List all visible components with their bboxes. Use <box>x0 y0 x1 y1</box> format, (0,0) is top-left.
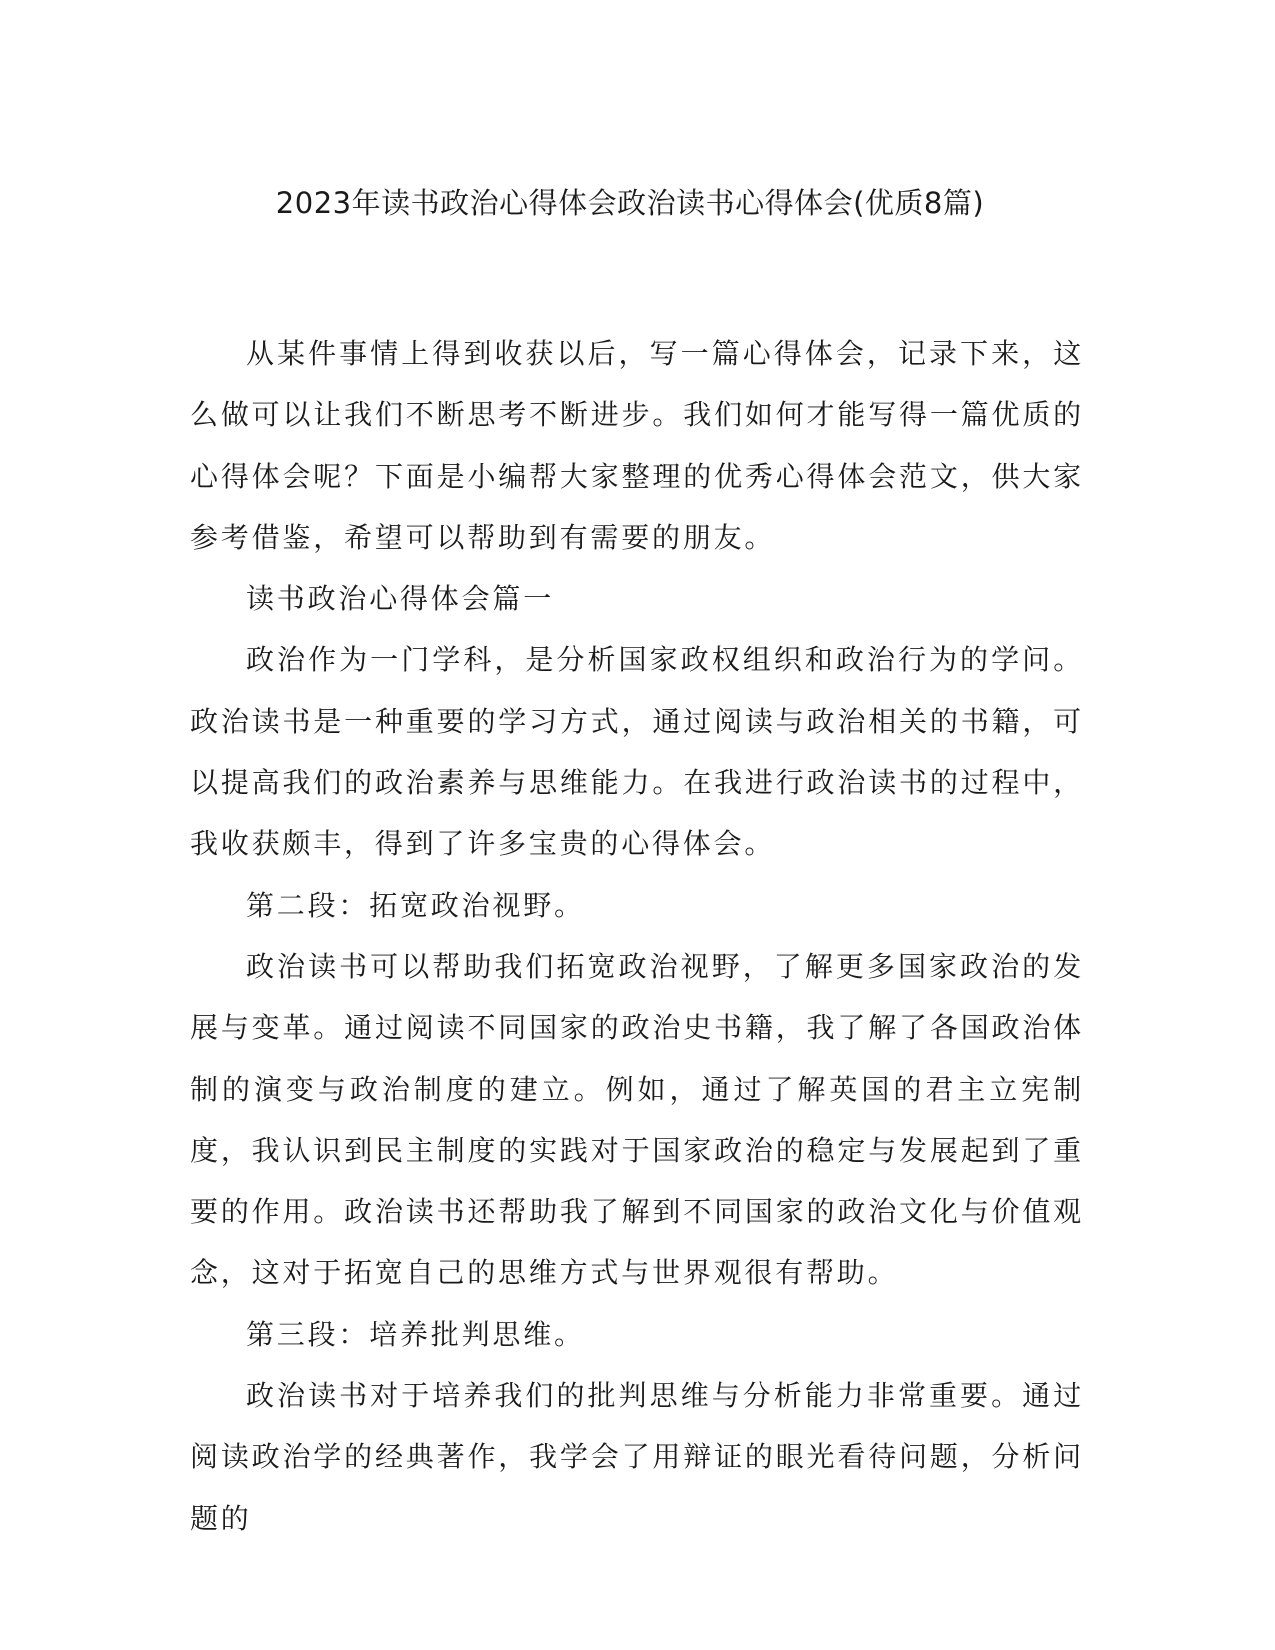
paragraph-intro: 从某件事情上得到收获以后，写一篇心得体会，记录下来，这么做可以让我们不断思考不断进步。我们如何才能写得一篇优质的心得体会呢？下面是小编帮大家整理的优秀心得体会范文，供大家参考借鉴，希望可以帮助到有需要的朋友。 <box>190 337 1084 554</box>
section-heading-second: 第二段：拓宽政治视野。 <box>246 888 585 922</box>
document-title: 2023年读书政治心得体会政治读书心得体会(优质8篇) <box>275 186 985 220</box>
paragraph-third: 政治读书对于培养我们的批判思维与分析能力非常重要。通过阅读政治学的经典著作，我学会了用辩证的眼光看待问题，分析问题的 <box>190 1379 1084 1535</box>
section-heading-third: 第三段：培养批判思维。 <box>246 1317 585 1351</box>
section-heading-part-one: 读书政治心得体会篇一 <box>246 582 555 616</box>
paragraph-second: 政治读书可以帮助我们拓宽政治视野，了解更多国家政治的发展与变革。通过阅读不同国家的政治史书籍，我了解了各国政治体制的演变与政治制度的建立。例如，通过了解英国的君主立宪制度，我认识到民主制度的实践对于国家政治的稳定与发展起到了重要的作用。政治读书还帮助我了解到不同国家的政治文化与价值观念，这对于拓宽自己的思维方式与世界观很有帮助。 <box>190 949 1084 1290</box>
document-body <box>190 323 1084 1549</box>
paragraph-part-one: 政治作为一门学科，是分析国家政权组织和政治行为的学问。政治读书是一种重要的学习方式，通过阅读与政治相关的书籍，可以提高我们的政治素养与思维能力。在我进行政治读书的过程中，我收获颇丰，得到了许多宝贵的心得体会。 <box>190 643 1084 861</box>
